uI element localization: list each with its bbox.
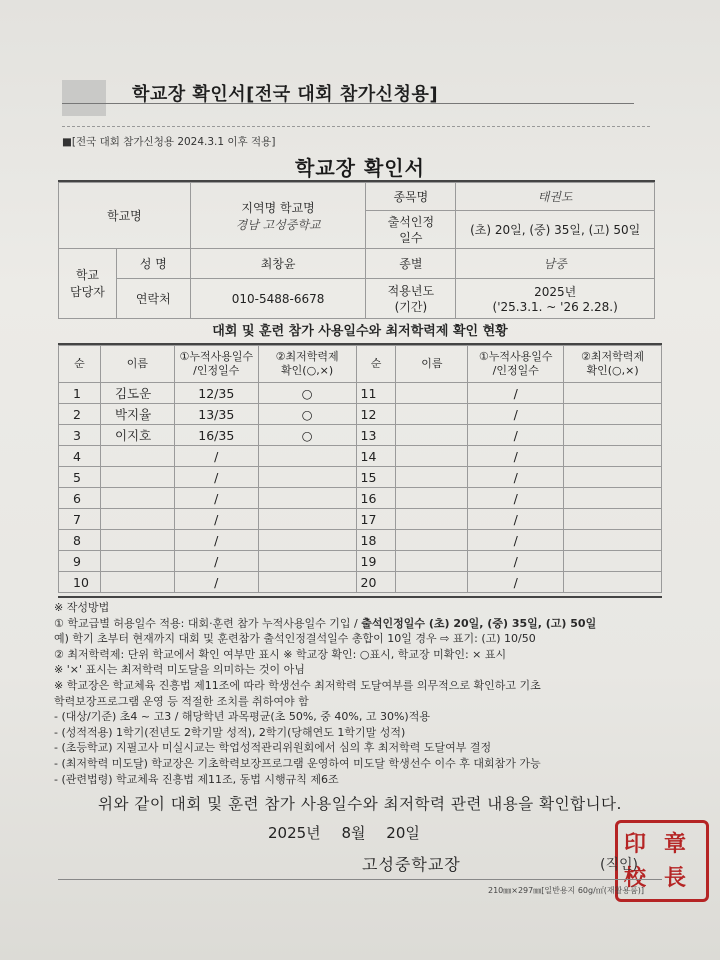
attendance-value: (초) 20일, (중) 35일, (고) 50일: [456, 211, 655, 249]
row-check: ○: [258, 425, 356, 446]
row-order-2: 11: [356, 383, 396, 404]
header-days: ①누적사용일수 /인정일수: [174, 346, 258, 383]
date-month: 8월: [341, 824, 366, 842]
row-name-2: [396, 488, 468, 509]
date-day: 20일: [386, 824, 420, 842]
table-row: [59, 488, 662, 509]
row-check-2: [564, 509, 662, 530]
table-row: [59, 530, 662, 551]
row-order: 8: [59, 530, 101, 551]
header-order: 순: [59, 346, 101, 383]
row-name: 김도운: [100, 383, 174, 404]
row-check-2: [564, 425, 662, 446]
note-4: ※ 학교장은 학교체육 진흥법 제11조에 따라 학생선수 최저학력 도달여부를 의무적으로 확인하고 기초: [54, 678, 541, 692]
seal-label: (직인): [600, 857, 638, 873]
instructions: [54, 600, 674, 787]
row-order: 10: [59, 572, 101, 593]
note-1: [54, 616, 674, 632]
row-check-2: [564, 404, 662, 425]
principal-title: 고성중학교장: [362, 855, 461, 874]
confirmation-date: [268, 822, 430, 843]
note-1a: ① 학교급별 허용일수 적용: 대회·훈련 참가 누적사용일수 기입 /: [54, 616, 362, 630]
table-row: [59, 383, 662, 404]
row-order-2: 19: [356, 551, 396, 572]
header-rule: [62, 103, 634, 104]
table-row: [59, 551, 662, 572]
note-1b: 출석인정일수 (초) 20일, (중) 35일, (고) 50일: [361, 616, 597, 630]
row-days: 12/35: [174, 383, 258, 404]
row-order: 5: [59, 467, 101, 488]
row-check: ○: [258, 383, 356, 404]
row-name: [100, 509, 174, 530]
row-days-2: /: [468, 404, 564, 425]
document-title: 학교장 확인서: [295, 156, 425, 180]
contact-label: 연락처: [116, 279, 190, 319]
paper-spec: 210㎜×297㎜[일반용지 60g/㎡(재활용품)]: [488, 886, 645, 895]
row-order: 2: [59, 404, 101, 425]
row-days: /: [174, 572, 258, 593]
table-row: [59, 467, 662, 488]
year-value: 2025년: [534, 285, 577, 299]
row-days: 16/35: [174, 425, 258, 446]
row-order-2: 16: [356, 488, 396, 509]
table-row: [59, 572, 662, 593]
name-value: 최창윤: [190, 249, 366, 279]
row-order: 1: [59, 383, 101, 404]
row-check: [258, 572, 356, 593]
row-name: [100, 530, 174, 551]
header-days-2: ①누적사용일수 /인정일수: [468, 346, 564, 383]
category-value: 남중: [456, 249, 655, 279]
period-value: ('25.3.1. ~ '26 2.28.): [492, 300, 618, 314]
table-row: [59, 509, 662, 530]
row-check-2: [564, 551, 662, 572]
row-days: /: [174, 488, 258, 509]
row-name: [100, 446, 174, 467]
row-name-2: [396, 551, 468, 572]
row-order: 9: [59, 551, 101, 572]
date-year: 2025년: [268, 824, 321, 842]
row-name-2: [396, 446, 468, 467]
header-check: ②최저학력제 확인(○,×): [258, 346, 356, 383]
notes-heading: ※ 작성방법: [54, 601, 110, 614]
row-days-2: /: [468, 425, 564, 446]
official-seal-stamp: 印 章 校 長: [615, 820, 709, 902]
teacher-label: 학교 담당자: [59, 249, 117, 319]
row-check-2: [564, 572, 662, 593]
row-check-2: [564, 446, 662, 467]
section-title: 대회 및 훈련 참가 사용일수와 최저학력제 확인 현황: [212, 324, 508, 339]
row-name-2: [396, 383, 468, 404]
row-check-2: [564, 467, 662, 488]
row-name: [100, 572, 174, 593]
row-days: /: [174, 530, 258, 551]
row-check: [258, 488, 356, 509]
dashed-separator: [62, 126, 650, 127]
row-check: [258, 509, 356, 530]
note-2: ② 최저학력제: 단위 학교에서 확인 여부만 표시 ※ 학교장 확인: ○표시, 학교장 미확인: × 표시: [54, 647, 507, 661]
row-days: /: [174, 446, 258, 467]
footer-rule: [58, 879, 662, 880]
category-label: 종별: [366, 249, 456, 279]
school-info-table: [58, 182, 655, 319]
row-name: [100, 488, 174, 509]
header-name-2: 이름: [396, 346, 468, 383]
note-6: - (대상/기준) 초4 ~ 고3 / 해당학년 과목평균(초 50%, 중 40%, 고 30%)적용: [54, 710, 430, 724]
attendance-table: [58, 345, 662, 593]
row-check-2: [564, 488, 662, 509]
applicability-note: ■[전국 대회 참가신청용 2024.3.1 이후 적용]: [62, 136, 276, 148]
table-row: [59, 404, 662, 425]
school-cell: [190, 183, 366, 249]
note-3: ※ '×' 표시는 최저학력 미도달을 의미하는 것이 아님: [54, 663, 305, 677]
contact-value: 010-5488-6678: [190, 279, 366, 319]
row-days-2: /: [468, 551, 564, 572]
row-order-2: 18: [356, 530, 396, 551]
table-row: [59, 446, 662, 467]
region-school-header: 지역명 학교명: [241, 200, 315, 215]
school-label: 학교명: [59, 183, 191, 249]
row-check-2: [564, 383, 662, 404]
school-value: 경남 고성중학교: [235, 217, 321, 232]
row-name: [100, 467, 174, 488]
row-check-2: [564, 530, 662, 551]
row-order-2: 20: [356, 572, 396, 593]
row-days-2: /: [468, 467, 564, 488]
row-order-2: 12: [356, 404, 396, 425]
row-name: [100, 551, 174, 572]
row-order: 4: [59, 446, 101, 467]
row-days-2: /: [468, 488, 564, 509]
note-9: - (최저학력 미도달) 학교장은 기초학력보장프로그램 운영하여 미도달 학생선수 이수 후 대회참가 가능: [54, 756, 541, 770]
row-days-2: /: [468, 530, 564, 551]
attendance-label: 출석인정 일수: [366, 211, 456, 249]
note-5: 학력보장프로그램 운영 등 적절한 조치를 취하여야 함: [54, 694, 309, 708]
row-order: 6: [59, 488, 101, 509]
row-days-2: /: [468, 509, 564, 530]
row-check: [258, 446, 356, 467]
row-name-2: [396, 530, 468, 551]
note-7: - (성적적용) 1학기(전년도 2학기말 성적), 2학기(당해연도 1학기말 성적): [54, 725, 406, 739]
row-days: /: [174, 467, 258, 488]
header-title: 학교장 확인서[전국 대회 참가신청용]: [132, 84, 439, 105]
row-order-2: 14: [356, 446, 396, 467]
sport-label: 종목명: [366, 183, 456, 211]
row-days-2: /: [468, 383, 564, 404]
confirmation-text: 위와 같이 대회 및 훈련 참가 사용일수와 최저학력 관련 내용을 확인합니다.: [98, 795, 622, 813]
redaction-box: [62, 80, 106, 116]
row-name-2: [396, 425, 468, 446]
row-days: /: [174, 551, 258, 572]
row-name: 박지율: [100, 404, 174, 425]
row-order-2: 17: [356, 509, 396, 530]
sport-value: 태권도: [456, 183, 655, 211]
row-check: [258, 551, 356, 572]
table-bottom-rule: [58, 596, 662, 598]
year-cell: [456, 279, 655, 319]
row-days-2: /: [468, 446, 564, 467]
header-order-2: 순: [356, 346, 396, 383]
year-label: 적용년도 (기간): [366, 279, 456, 319]
row-order: 7: [59, 509, 101, 530]
note-1c: 예) 학기 초부터 현재까지 대회 및 훈련참가 출석인정결석일수 총합이 10일 경우 ⇨ 표기: (고) 10/50: [54, 632, 536, 646]
row-name-2: [396, 467, 468, 488]
note-10: - (관련법령) 학교체육 진흥법 제11조, 동법 시행규칙 제6조: [54, 772, 339, 786]
row-check: [258, 467, 356, 488]
row-name-2: [396, 572, 468, 593]
row-check: ○: [258, 404, 356, 425]
row-order: 3: [59, 425, 101, 446]
header-check-2: ②최저학력제 확인(○,×): [564, 346, 662, 383]
row-days-2: /: [468, 572, 564, 593]
row-order-2: 15: [356, 467, 396, 488]
name-label: 성 명: [116, 249, 190, 279]
row-check: [258, 530, 356, 551]
row-name: 이지호: [100, 425, 174, 446]
row-order-2: 13: [356, 425, 396, 446]
row-name-2: [396, 404, 468, 425]
note-8: - (초등학교) 지필고사 미실시교는 학업성적관리위원회에서 심의 후 최저학력 도달여부 결정: [54, 741, 492, 755]
row-days: /: [174, 509, 258, 530]
header-name: 이름: [100, 346, 174, 383]
row-days: 13/35: [174, 404, 258, 425]
table-row: [59, 425, 662, 446]
row-name-2: [396, 509, 468, 530]
